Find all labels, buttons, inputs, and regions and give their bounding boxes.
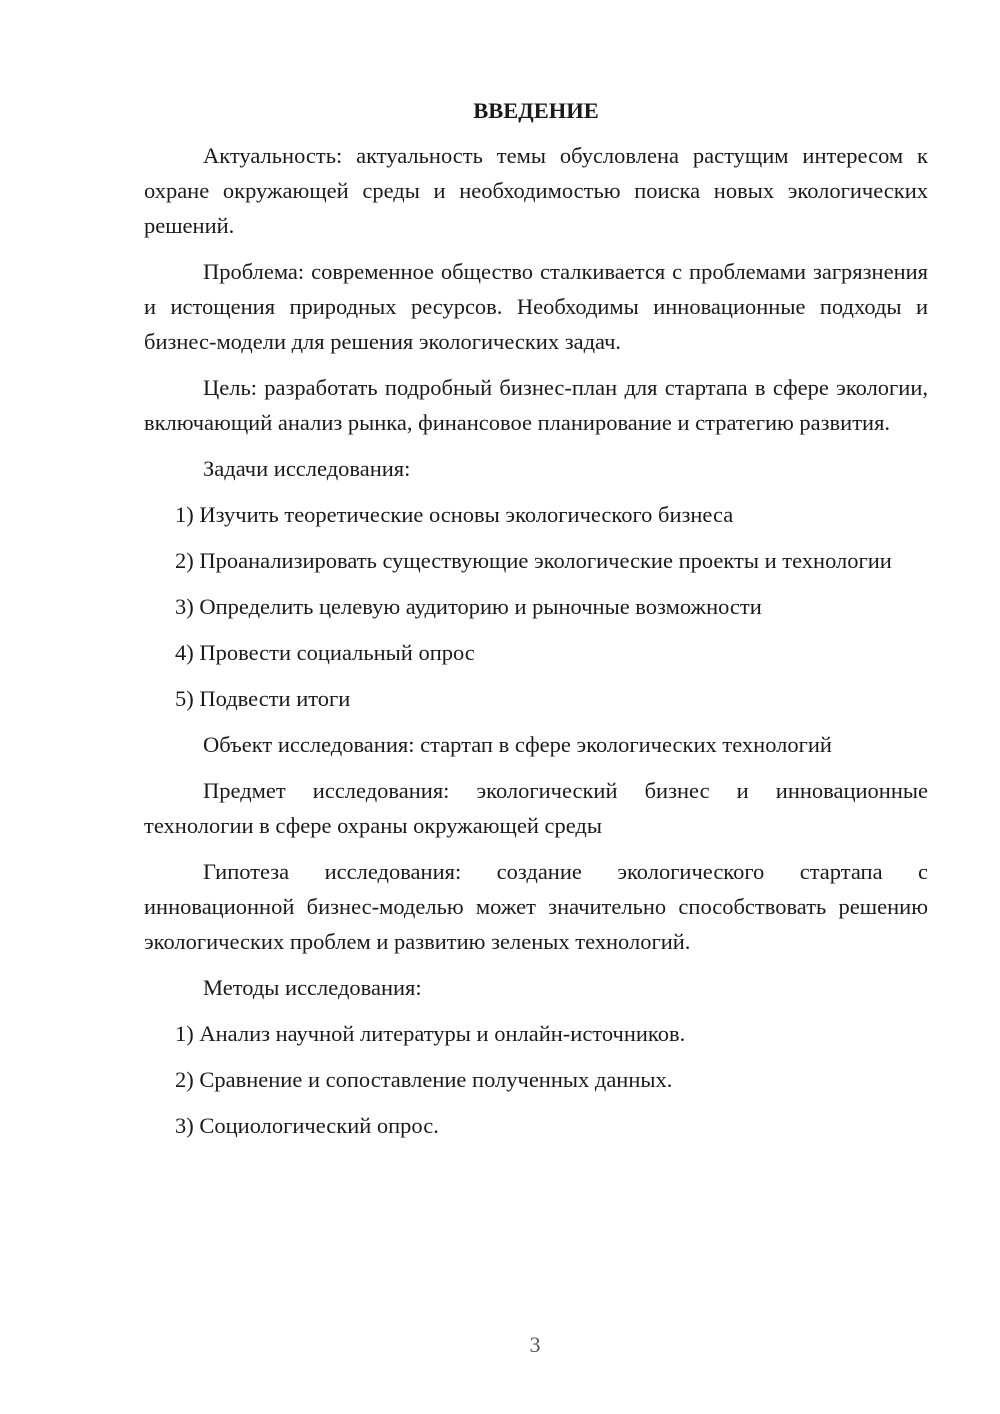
paragraph: Задачи исследования: — [203, 456, 411, 481]
document-page — [144, 93, 928, 1154]
paragraph: Цель: разработать подробный бизнес-план для стартапа в сфере экологии, включающий анализ рынка, финансовое планирование и стратегию развития. — [144, 375, 928, 435]
paragraph: Актуальность: актуальность темы обусловлена растущим интересом к охране окружающей среды и необходимостью поиска новых экологических решений. — [144, 143, 928, 238]
document-body — [144, 138, 928, 1143]
list-item: 5) Подвести итоги — [175, 686, 351, 711]
paragraph: Гипотеза исследования: создание экологического стартапа с инновационной бизнес-моделью может значительно способствовать решению экологических проблем и развитию зеленых технологий. — [144, 859, 928, 954]
list-item: 3) Социологический опрос. — [175, 1113, 439, 1138]
page-number: 3 — [529, 1332, 541, 1357]
list-item: 2) Проанализировать существующие экологические проекты и технологии — [175, 548, 892, 573]
paragraph: Предмет исследования: экологический бизнес и инновационные технологии в сфере охраны окружающей среды — [144, 778, 928, 838]
list-item: 1) Анализ научной литературы и онлайн-источников. — [175, 1021, 686, 1046]
list-item: 1) Изучить теоретические основы экологического бизнеса — [175, 502, 734, 527]
paragraph: Проблема: современное общество сталкивается с проблемами загрязнения и истощения природных ресурсов. Необходимы инновационные подходы и бизнес-модели для решения экологических задач. — [144, 259, 928, 354]
section-title: ВВЕДЕНИЕ — [473, 98, 599, 123]
paragraph: Методы исследования: — [203, 975, 422, 1000]
paragraph: Объект исследования: стартап в сфере экологических технологий — [203, 732, 832, 757]
list-item: 2) Сравнение и сопоставление полученных данных. — [175, 1067, 673, 1092]
list-item: 4) Провести социальный опрос — [175, 640, 475, 665]
list-item: 3) Определить целевую аудиторию и рыночные возможности — [175, 594, 762, 619]
